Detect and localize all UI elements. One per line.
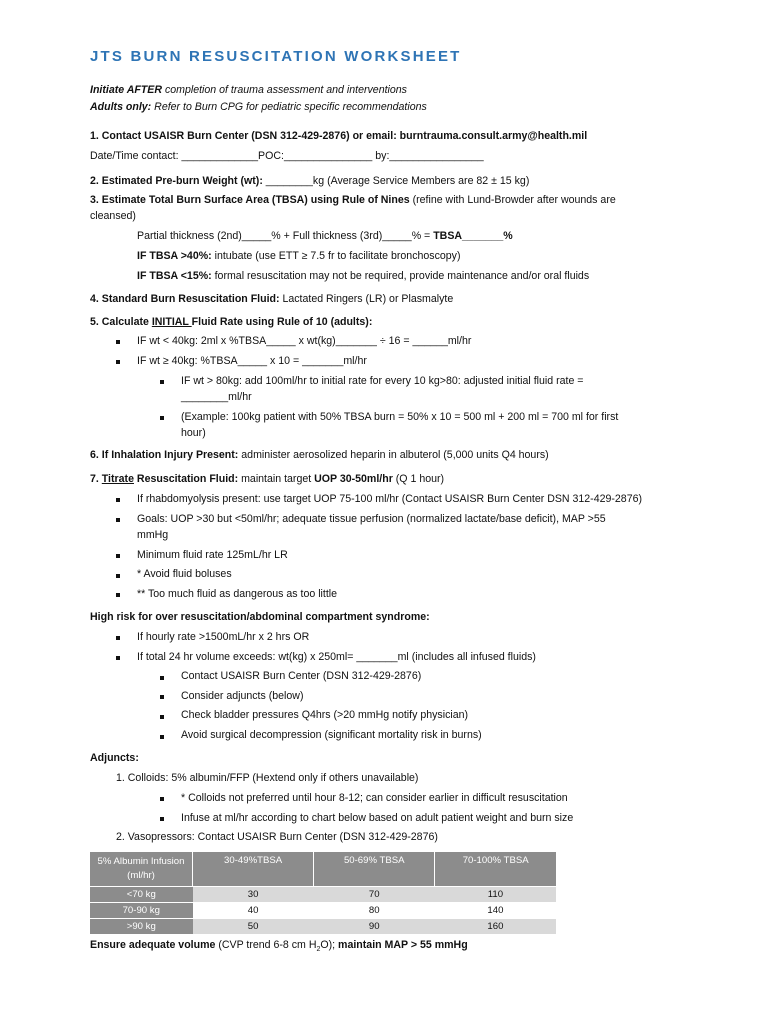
table-cell: 110: [435, 887, 556, 903]
albumin-infusion-table: [90, 852, 556, 934]
bullet-icon: [116, 498, 120, 502]
rule-over-80kg: IF wt > 80kg: add 100ml/hr to initial rate for every 10 kg>80: adjusted initial fluid rate =: [181, 375, 584, 387]
hourly-rate-rule: If hourly rate >1500mL/hr x 2 hrs OR: [137, 631, 310, 643]
section-5-heading: 5. Calculate INITIAL Fluid Rate using Rule of 10 (adults):: [90, 316, 373, 328]
section-3-heading: 3. Estimate Total Burn Surface Area (TBSA) using Rule of Nines (refine with Lund-Browder after wounds are: [90, 194, 616, 206]
bullet-icon: [160, 797, 164, 801]
table-cell: 140: [435, 903, 556, 919]
section-7-heading: 7. Titrate Resuscitation Fluid: maintain target UOP 30-50ml/hr (Q 1 hour): [90, 473, 445, 485]
bullet-icon: [116, 554, 120, 558]
bullet-icon: [116, 518, 120, 522]
bullet-icon: [116, 574, 120, 578]
bullet-icon: [116, 340, 120, 344]
bullet-icon: [116, 636, 120, 640]
table-cell: 90: [314, 919, 435, 935]
too-much-fluid: ** Too much fluid as dangerous as too little: [137, 588, 338, 600]
section-6: 6. If Inhalation Injury Present: administer aerosolized heparin in albuterol (5,000 units Q4 hours): [90, 449, 549, 461]
bullet-icon: [160, 695, 164, 699]
bullet-icon: [116, 656, 120, 660]
colloids-timing: * Colloids not preferred until hour 8-12; can consider earlier in difficult resuscitation: [181, 792, 568, 804]
table-cell: 70: [314, 887, 435, 903]
table-cell: 80: [314, 903, 435, 919]
intro-line-1: Initiate AFTER completion of trauma assessment and interventions: [90, 84, 407, 96]
adjuncts-heading: Adjuncts:: [90, 752, 139, 764]
rule-over-80kg-cont: ________ml/hr: [181, 391, 252, 403]
rule-under-40kg: IF wt < 40kg: 2ml x %TBSA_____ x wt(kg)_______ ÷ 16 = ______ml/hr: [137, 335, 472, 347]
bullet-icon: [160, 676, 164, 680]
example-line: (Example: 100kg patient with 50% TBSA burn = 50% x 10 = 500 ml + 200 ml = 700 ml for first: [181, 411, 619, 423]
goals-line-cont: mmHg: [137, 529, 169, 541]
row-header: 70-90 kg: [90, 903, 193, 919]
bullet-icon: [160, 416, 164, 420]
rule-over-40kg: IF wt ≥ 40kg: %TBSA_____ x 10 = _______ml/hr: [137, 355, 367, 367]
intro-line-2: Adults only: Refer to Burn CPG for pediatric specific recommendations: [90, 101, 427, 113]
high-risk-heading: High risk for over resuscitation/abdominal compartment syndrome:: [90, 611, 430, 623]
row-header: <70 kg: [90, 887, 193, 903]
table-row: [90, 887, 556, 903]
goals-line: Goals: UOP >30 but <50ml/hr; adequate tissue perfusion (normalized lactate/base deficit), MAP >55: [137, 513, 606, 525]
row-header: >90 kg: [90, 919, 193, 935]
column-header: 50-69% TBSA: [314, 852, 435, 887]
infuse-chart-note: Infuse at ml/hr according to chart below based on adult patient weight and burn size: [181, 812, 574, 824]
colloids-line: 1. Colloids: 5% albumin/FFP (Hextend only if others unavailable): [116, 772, 419, 784]
bullet-icon: [160, 817, 164, 821]
column-header: 70-100% TBSA: [435, 852, 556, 887]
min-fluid-rate: Minimum fluid rate 125mL/hr LR: [137, 549, 288, 561]
footer-line: Ensure adequate volume (CVP trend 6-8 cm $H_2O$); maintain MAP > 55 mmHg: [90, 939, 468, 954]
tbsa-15-rule: IF TBSA <15%: formal resuscitation may not be required, provide maintenance and/or oral fluids: [137, 270, 590, 282]
bullet-icon: [160, 715, 164, 719]
section-2: 2. Estimated Pre-burn Weight (wt): ________kg (Average Service Members are 82 ± 15 kg): [90, 175, 530, 187]
vasopressors-line: 2. Vasopressors: Contact USAISR Burn Center (DSN 312-429-2876): [116, 831, 438, 843]
avoid-boluses: * Avoid fluid boluses: [137, 568, 232, 580]
tbsa-formula: Partial thickness (2nd)_____% + Full thickness (3rd)_____% = TBSA_______%: [137, 230, 513, 242]
table-row: [90, 903, 556, 919]
bullet-icon: [116, 593, 120, 597]
table-row: [90, 919, 556, 935]
total-volume-rule: If total 24 hr volume exceeds: wt(kg) x 250ml= _______ml (includes all infused fluids): [137, 651, 536, 663]
bullet-icon: [160, 380, 164, 384]
rhabdo-rule: If rhabdomyolysis present: use target UOP 75-100 ml/hr (Contact USAISR Burn Center DSN 312-429-2876): [137, 493, 643, 505]
check-bladder: Check bladder pressures Q4hrs (>20 mmHg notify physician): [181, 709, 469, 721]
contact-burn-center: Contact USAISR Burn Center (DSN 312-429-2876): [181, 670, 422, 682]
table-cell: 30: [193, 887, 314, 903]
column-header: 30-49%TBSA: [193, 852, 314, 887]
tbsa-40-rule: IF TBSA >40%: intubate (use ETT ≥ 7.5 fr to facilitate bronchoscopy): [137, 250, 461, 262]
page-title: JTS BURN RESUSCITATION WORKSHEET: [90, 48, 462, 65]
section-1-heading: 1. Contact USAISR Burn Center (DSN 312-429-2876) or email: burntrauma.consult.army@health.mil: [90, 130, 588, 142]
bullet-icon: [116, 360, 120, 364]
table-cell: 40: [193, 903, 314, 919]
section-3-cont: cleansed): [90, 210, 136, 222]
consider-adjuncts: Consider adjuncts (below): [181, 690, 304, 702]
contact-line: Date/Time contact: _____________POC:_______________ by:________________: [90, 150, 484, 162]
table-cell: 160: [435, 919, 556, 935]
bullet-icon: [160, 735, 164, 739]
table-cell: 50: [193, 919, 314, 935]
avoid-decompression: Avoid surgical decompression (significant mortality risk in burns): [181, 729, 482, 741]
section-4: 4. Standard Burn Resuscitation Fluid: Lactated Ringers (LR) or Plasmalyte: [90, 293, 454, 305]
example-line-cont: hour): [181, 427, 206, 439]
table-corner-header: 5% Albumin Infusion (ml/hr): [90, 852, 193, 887]
